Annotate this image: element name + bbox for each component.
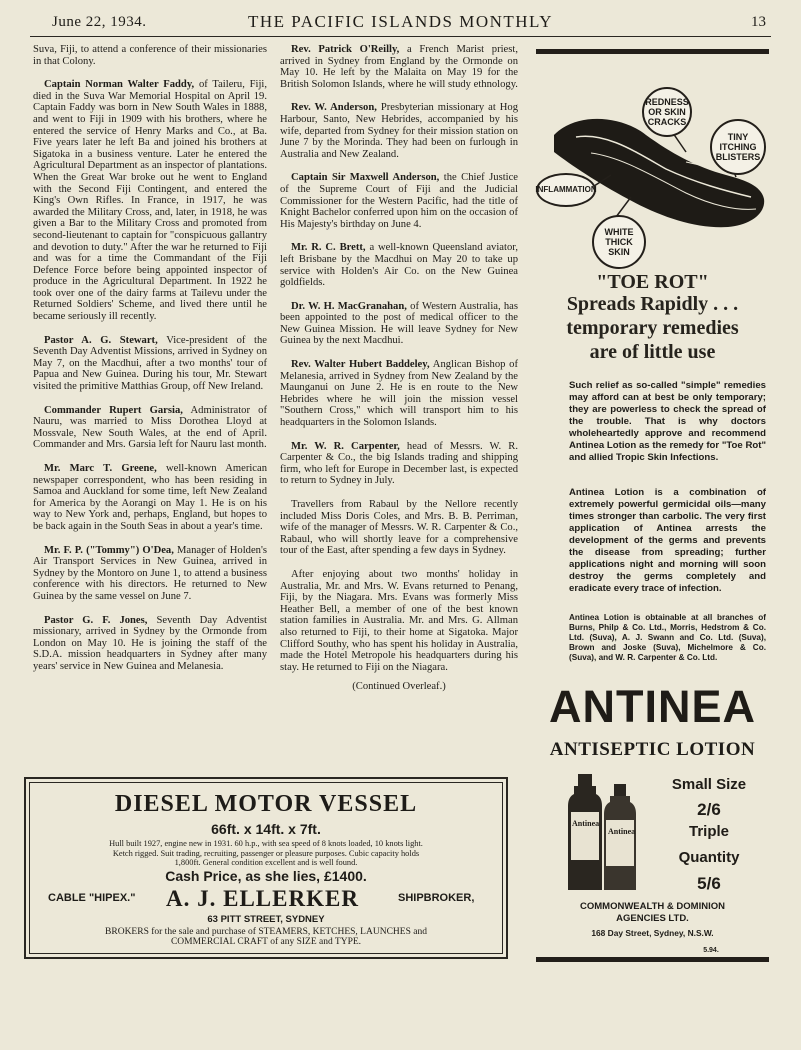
news-item: Commander Rupert Garsia, Administrator of Nauru, was married to Miss Dorothea Lloyd at Mossvale, New South Wales, at the end of April. Commander and Mrs. Garsia left for Nauru last month.	[33, 404, 267, 451]
callout-blisters: TINY ITCHING BLISTERS	[710, 119, 766, 175]
ad-paragraph: Antinea Lotion is a combination of extremely powerful germicidal oils—many times stronger than carbolic. The very first application of Antinea arrests the development of the germs and prevents the disease from spreading; further applications night and morning will soon destroy the germs completely and eradicate every trace of infection.	[569, 487, 766, 594]
foot-illustration	[536, 57, 769, 272]
publication-title: THE PACIFIC ISLANDS MONTHLY	[248, 12, 553, 31]
brand-name: ANTINEA	[549, 681, 756, 732]
antinea-advertisement	[536, 49, 769, 962]
headline-spreads: Spreads Rapidly . . .	[566, 293, 739, 315]
triple-label: Triple	[688, 823, 729, 840]
small-size-price: 2/6	[697, 800, 721, 819]
bottle-icon	[562, 772, 642, 896]
issue-date: June 22, 1934.	[52, 14, 147, 30]
page-header	[30, 10, 771, 36]
broker-address: 63 PITT STREET, SYDNEY	[207, 914, 325, 925]
news-item: Pastor A. G. Stewart, Vice-president of the Seventh Day Adventist Missions, arrived in Sydney on May 7, on the Macdhui, after a two months' tour of Papua and New Guinea. During his tour, Mr. Stewart visited the primitive Matthias Group, off New Ireland.	[33, 334, 267, 393]
news-item: Dr. W. H. MacGranahan, of Western Australia, has been appointed to the post of medical officer to the New Guinea Mission. He will leave Sydney for New Guinea by the next Macdhui.	[280, 300, 518, 347]
diesel-title: DIESEL MOTOR VESSEL	[114, 791, 418, 817]
page-number: 13	[751, 14, 766, 30]
broker-role: SHIPBROKER,	[398, 892, 475, 904]
ad-bottom-rule	[536, 957, 769, 962]
news-item: Rev. Patrick O'Reilly, a French Marist priest, arrived in Sydney from England by the Ormonde on May 10. He left by the Malaita on May 19 for the British Solomon Islands, where he will study ethnology.	[280, 44, 518, 90]
news-item: After enjoying about two months' holiday in Australia, Mr. and Mrs. W. Evans returned to Penang, Fiji, by the Niagara. Mrs. Evans was formerly Miss Heather Bell, a member of one of the best known station families in Australia. Mr. and Mrs. G. Allman also returned to Fiji, to their home at Sigatoka. Major Clifford Southy, who has spent his holiday in Australia, made the Hotel Metropole his headquarters during his stay. He returned to Fiji on the Niagara.	[280, 568, 518, 673]
news-item: Captain Sir Maxwell Anderson, the Chief Justice of the Supreme Court of Fiji and the Judicial Commissioner for the Western Pacific, had the title of Knight Bachelor conferred upon him on the occasion of His Majesty's birthday on June 4.	[280, 172, 518, 230]
headline-temporary: temporary remedies	[566, 317, 739, 339]
ad-top-rule	[536, 49, 769, 54]
triple-price: 5/6	[697, 874, 721, 893]
news-item: Mr. Marc T. Greene, well-known American newspaper correspondent, who has been residing in Samoa and Auckland for some time, left New Zealand for America by the Aorangi on May 1. He is on his way to New York and, perhaps, England, but hopes to be back again in the South Seas in about a year's time.	[33, 463, 268, 532]
news-item: Travellers from Rabaul by the Nellore recently included Miss Doris Coles, and Mrs. B. B. Perriman, wife of the manager of Messrs. W. R. Carpenter & Co., Rabaul, who will shortly leave for a comprehensive tour of the East, after spending a few days in Sydney.	[280, 499, 518, 557]
news-item: Rev. W. Anderson, Presbyterian missionary at Hog Harbour, Santo, New Hebrides, accompanied by his wife, departed from Sydney for their mission station on June 7 by the Morinda. They had been on furlough in Australia and New Zealand.	[280, 102, 518, 160]
news-column-middle	[280, 44, 518, 693]
bottle-label: Antinea	[608, 827, 636, 836]
agency-name: COMMONWEALTH & DOMINION	[580, 901, 725, 912]
agency-name-2: AGENCIES LTD.	[616, 913, 689, 924]
header-rule	[30, 36, 771, 37]
callout-redness: REDNESS OR SKIN CRACKS	[642, 87, 692, 137]
broker-name: A. J. ELLERKER	[166, 886, 359, 911]
headline-toe-rot: "TOE ROT"	[596, 271, 709, 293]
cash-price: Cash Price, as she lies, £1400.	[165, 868, 367, 884]
headline-little-use: are of little use	[589, 341, 716, 363]
ad-paragraph: Such relief as so-called "simple" remedies may afford can at best be only temporary; they are powerless to check the spread of the trouble. That is why doctors wholeheartedly approve and recommend Antinea Lotion as the remedy for "Toe Rot" and allied Tropic Skin Infections.	[569, 380, 766, 463]
bottle-label: Antinea	[572, 819, 600, 828]
callout-white-skin: WHITE THICK SKIN	[592, 215, 646, 269]
diesel-vessel-advertisement	[24, 777, 508, 959]
cable-address: CABLE "HIPEX."	[48, 892, 136, 904]
news-item: Rev. Walter Hubert Baddeley, Anglican Bishop of Melanesia, arrived in Sydney from New Zealand by the Maunganui on June 2. He is en route to the New Hebrides where he will join the mission vessel "Southern Cross," which will transport him to his headquarters in the Solomon Islands.	[280, 359, 518, 429]
news-column-left	[33, 44, 267, 685]
news-item: Captain Norman Walter Faddy, of Taileru, Fiji, died in the Suva War Memorial Hospital on April 19. Captain Faddy was born in New South Wales in 1888, and went to Fiji in 1909 with his brothers, where he entered the service of Henry Marks and Co., at Ba. Five years later he left Ba and joined his brothers at Sigatoka in a business venture. Later he entered the Agricultural Department as an inspector of plantations. When the Great War broke out he went to England with the Second Fiji Contingent, and entered the King's Own Rifles. In France, in 1917, he was awarded the Military Cross, and, later, in 1918, he was given a Bar to the Military Cross and promoted from second-lieutenant to captain for "conspicuous gallantry and devotion to duty." After the war he returned to Fiji and was for a time the Commandant of the Fiji Defence Force before being appointed inspector of produce in the Agricultural Department. In 1922 he took over one of the dairy farms at Tailevu under the Returned Soldiers' Scheme, and lived there until he became seriously ill recently.	[33, 79, 268, 323]
news-item: Suva, Fiji, to attend a conference of their missionaries in that Colony.	[33, 44, 267, 67]
agency-address: 168 Day Street, Sydney, N.S.W.	[591, 928, 714, 938]
vessel-details: Hull built 1927, engine new in 1931. 60 h.p., with sea speed of 8 knots loaded, 10 knots light. Ketch rigged. Suit trading, recruiting, passenger or pleasure purposes. Cubic capacity holds 1,800ft. General condition excellent and is well found.	[109, 839, 423, 867]
quantity-label: Quantity	[678, 849, 740, 866]
news-item: Mr. F. P. ("Tommy") O'Dea, Manager of Holden's Air Transport Services in New Guinea, arrived in Sydney by the Montoro on June 1, to attend a business conference with his directors. He returned to New Guinea by the same vessel on June 7.	[33, 544, 267, 602]
vessel-dimensions: 66ft. x 14ft. x 7ft.	[211, 821, 321, 837]
news-item: Pastor G. F. Jones, Seventh Day Adventist missionary, arrived in Sydney by the Ormonde from London on May 10. He is joining the staff of the S.D.A. mission headquarters in Sydney after many years' service in New Guinea and Melanesia.	[33, 614, 267, 672]
ad-code: 5.94.	[703, 947, 719, 954]
broker-footer: BROKERS for the sale and purchase of STEAMERS, KETCHES, LAUNCHES and COMMERCIAL CRAFT of any SIZE and TYPE.	[105, 927, 427, 947]
small-size-label: Small Size	[671, 776, 747, 793]
product-name: ANTISEPTIC LOTION	[549, 739, 756, 760]
news-item: Mr. R. C. Brett, a well-known Queensland aviator, left Brisbane by the Macdhui on May 20 to take up service with Holden's Air Co. on the New Guinea goldfields.	[280, 242, 518, 289]
news-item: Mr. W. R. Carpenter, head of Messrs. W. R. Carpenter & Co., the big Islands trading and shipping firm, who left for Europe in December last, is expected to return to Sydney in July.	[280, 440, 518, 487]
ad-stockists: Antinea Lotion is obtainable at all branches of Burns, Philp & Co. Ltd., Morris, Hedstrom & Co. Ltd. (Suva), A. J. Swann and Co. Ltd. (Suva), Brown and Joske (Suva), Michelmore & Co. (Suva), and W. R. Carpenter & Co. Ltd.	[569, 613, 766, 662]
continued-note: (Continued Overleaf.)	[352, 681, 446, 693]
callout-inflammation: INFLAMMATION	[536, 173, 596, 207]
